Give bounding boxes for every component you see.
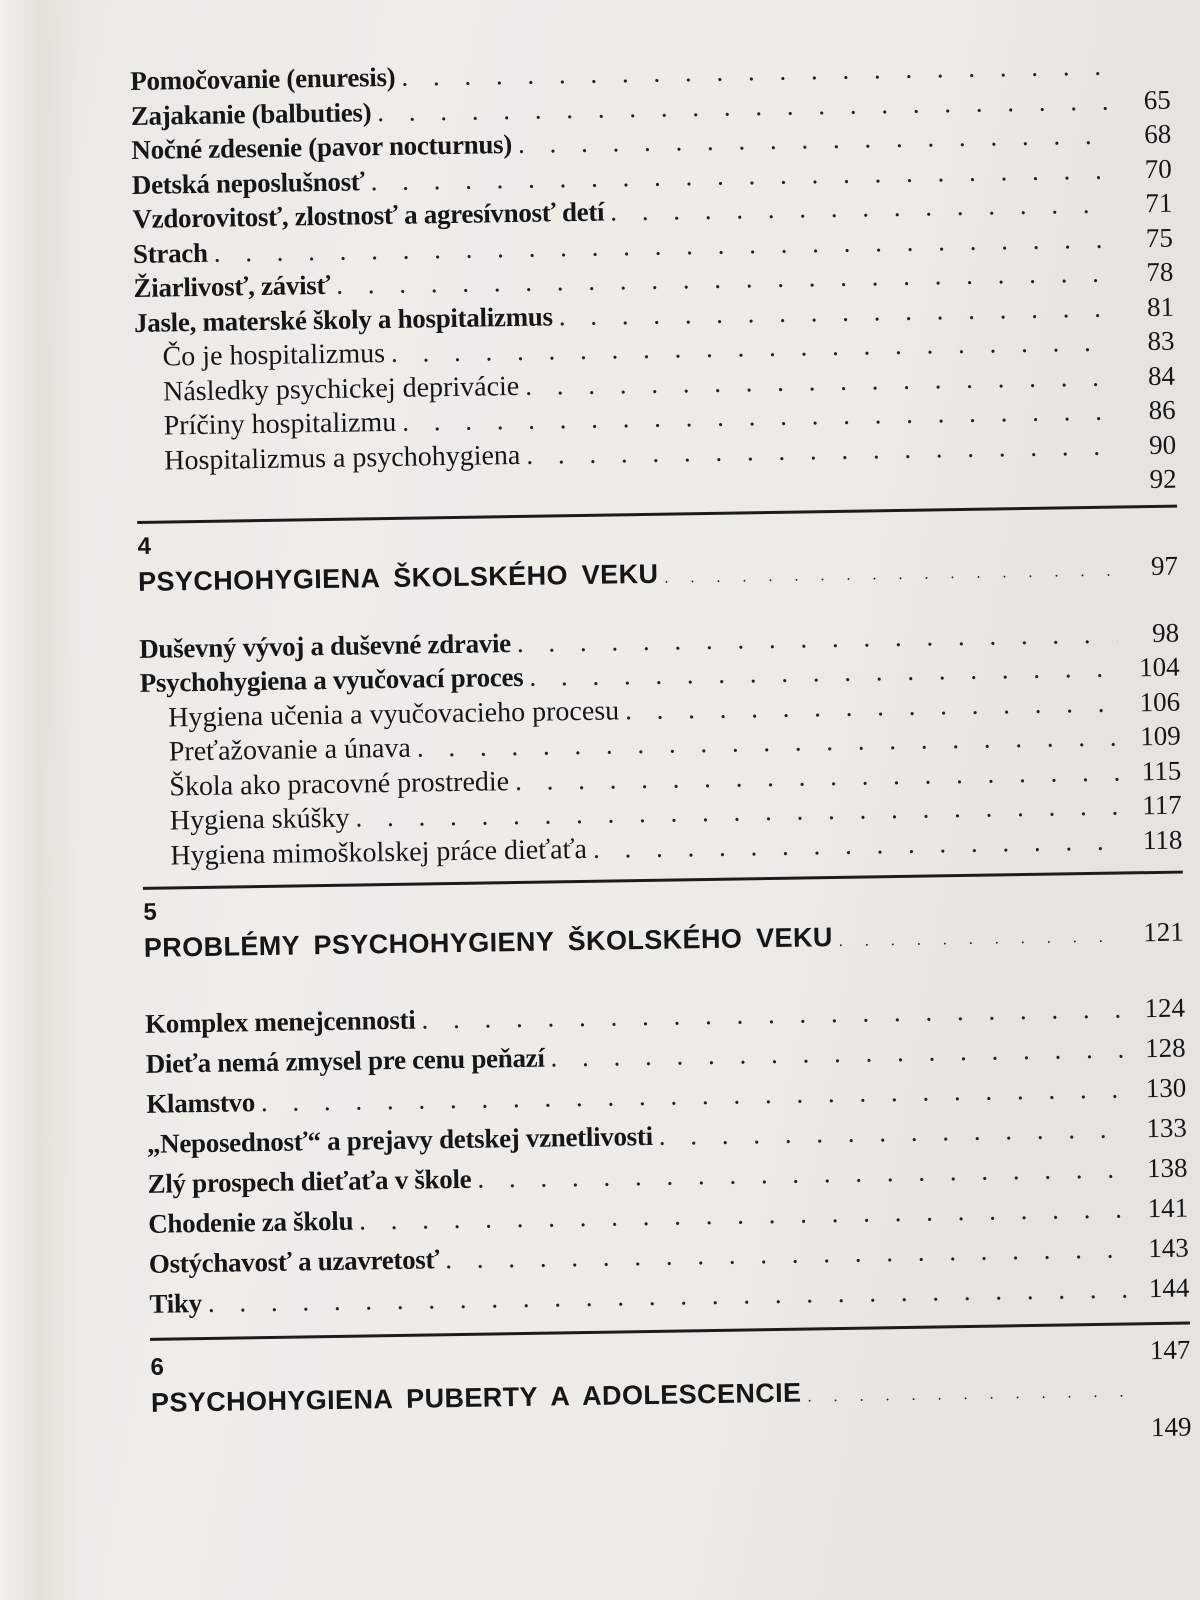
toc-entry-title: Nočné zdesenie (pavor nocturnus) — [131, 129, 513, 165]
toc-entry-page: 104 — [1138, 651, 1180, 683]
page-gutter — [0, 0, 80, 1600]
toc-entry-title: Vzdorovitosť, zlostnosť a agresívnosť detí — [132, 196, 605, 234]
chapter-title: PSYCHOHYGIENA ŠKOLSKÉHO VEKU — [137, 558, 659, 597]
toc-entry-page: 117 — [1142, 789, 1182, 821]
toc-entry-page: 83 — [1147, 325, 1175, 357]
toc-entry-page: 92 — [1149, 463, 1177, 495]
dot-leader — [807, 1372, 1129, 1417]
toc-entry-title: Komplex menejcennosti — [144, 1004, 416, 1039]
toc-entry-page — [1114, 74, 1170, 75]
dot-leader — [664, 551, 1116, 598]
toc-entry-title: Žiarlivosť, závisť — [133, 269, 331, 303]
chapter-title: PROBLÉMY PSYCHOHYGIENY ŠKOLSKÉHO VEKU — [143, 922, 833, 963]
toc-entry-page: 133 — [1146, 1112, 1188, 1144]
toc-entry-page: 68 — [1143, 118, 1172, 150]
toc-entry-page: 86 — [1148, 394, 1176, 426]
toc-entry-page: 109 — [1139, 720, 1181, 752]
toc-entry-title: Ostýchavosť a uzavretosť — [148, 1244, 440, 1279]
chapter-page: 121 — [1143, 916, 1184, 948]
toc-entry-page: 81 — [1146, 291, 1175, 322]
toc-entry-title: Chodenie za školu — [147, 1205, 354, 1239]
toc-section-continued — [130, 48, 1177, 513]
toc-entry-title: „Neposednosť“ a prejavy detskej vznetlivosti — [146, 1120, 653, 1159]
toc-entry-page: 78 — [1146, 256, 1174, 288]
chapter-number: 6 — [150, 1353, 165, 1381]
toc-entry-title: Tiky — [149, 1288, 203, 1319]
toc-entry-page: 118 — [1142, 824, 1183, 855]
toc-entry-title: Klamstvo — [146, 1087, 256, 1119]
dot-leader — [838, 918, 1122, 962]
toc-entry-title: Čo je hospitalizmus — [162, 338, 386, 373]
toc-entry-title: Škola ako pracovné prostredie — [169, 765, 510, 802]
toc-entry-page: 143 — [1147, 1232, 1189, 1264]
toc-entry-title: Preťažovanie a únava — [168, 732, 412, 768]
chapter-title: PSYCHOHYGIENA PUBERTY A ADOLESCENCIE — [150, 1377, 802, 1418]
toc-entry-page: 106 — [1139, 686, 1181, 717]
toc-entry-title: Zlý prospech dieťaťa v škole — [147, 1163, 472, 1199]
toc-entry-title: Jasle, materské školy a hospitalizmus — [133, 300, 553, 338]
toc-entry-page: 130 — [1145, 1072, 1187, 1104]
toc-entry-title: Hospitalizmus a psychohygiena — [163, 439, 521, 477]
toc-entry-title: Duševný vývoj a duševné zdravie — [138, 627, 512, 664]
toc-entry-title: Následky psychickej deprivácie — [162, 370, 520, 408]
toc-entry-title: Hygiena učenia a vyučovacieho procesu — [168, 694, 620, 733]
toc-entry-title: Strach — [132, 237, 208, 269]
toc-entry-page: 141 — [1147, 1192, 1189, 1224]
toc-entry-title: Príčiny hospitalizmu — [163, 406, 397, 442]
toc-entry-page: 84 — [1147, 360, 1176, 391]
chapter-number: 5 — [143, 898, 157, 926]
toc-entry-page: 128 — [1144, 1032, 1186, 1064]
chapter-page: 149 — [1150, 1411, 1192, 1443]
toc-entry-title: Hygiena mimoškolskej práce dieťaťa — [170, 833, 588, 871]
toc-entry-title: Hygiena skúšky — [169, 802, 350, 837]
chapter-page: 97 — [1150, 550, 1179, 581]
chapter-number: 4 — [137, 532, 152, 560]
toc-entry-page: 124 — [1144, 992, 1186, 1024]
toc-entry-page: 75 — [1145, 222, 1174, 253]
chapter-5 — [143, 882, 1190, 1324]
toc-entry-page: 115 — [1141, 755, 1182, 786]
chapter-4 — [137, 515, 1182, 873]
toc-entry-title: Zajakanie (balbuties) — [130, 96, 372, 131]
toc-entry-page: 98 — [1151, 617, 1180, 648]
chapter-number-page: 147 — [1149, 1334, 1191, 1366]
toc-entry-page: 65 — [1143, 84, 1171, 115]
toc-entry-title: Pomočovanie (enuresis) — [130, 61, 396, 96]
toc-entry-page: 90 — [1148, 429, 1177, 460]
table-of-contents — [130, 48, 1192, 1463]
toc-entry-title: Detská neposlušnosť — [131, 165, 365, 200]
toc-entry-page: 70 — [1144, 153, 1172, 184]
toc-entry-title: Dieťa nemá zmysel pre cenu peňazí — [145, 1042, 545, 1079]
toc-entry-page: 144 — [1148, 1272, 1190, 1304]
toc-entry-page: 138 — [1146, 1152, 1188, 1184]
chapter-6 — [150, 1333, 1192, 1463]
toc-entry-page: 71 — [1145, 187, 1173, 219]
dot-leader — [593, 823, 1121, 866]
toc-entry-title: Psychohygiena a vyučovací proces — [139, 661, 524, 698]
